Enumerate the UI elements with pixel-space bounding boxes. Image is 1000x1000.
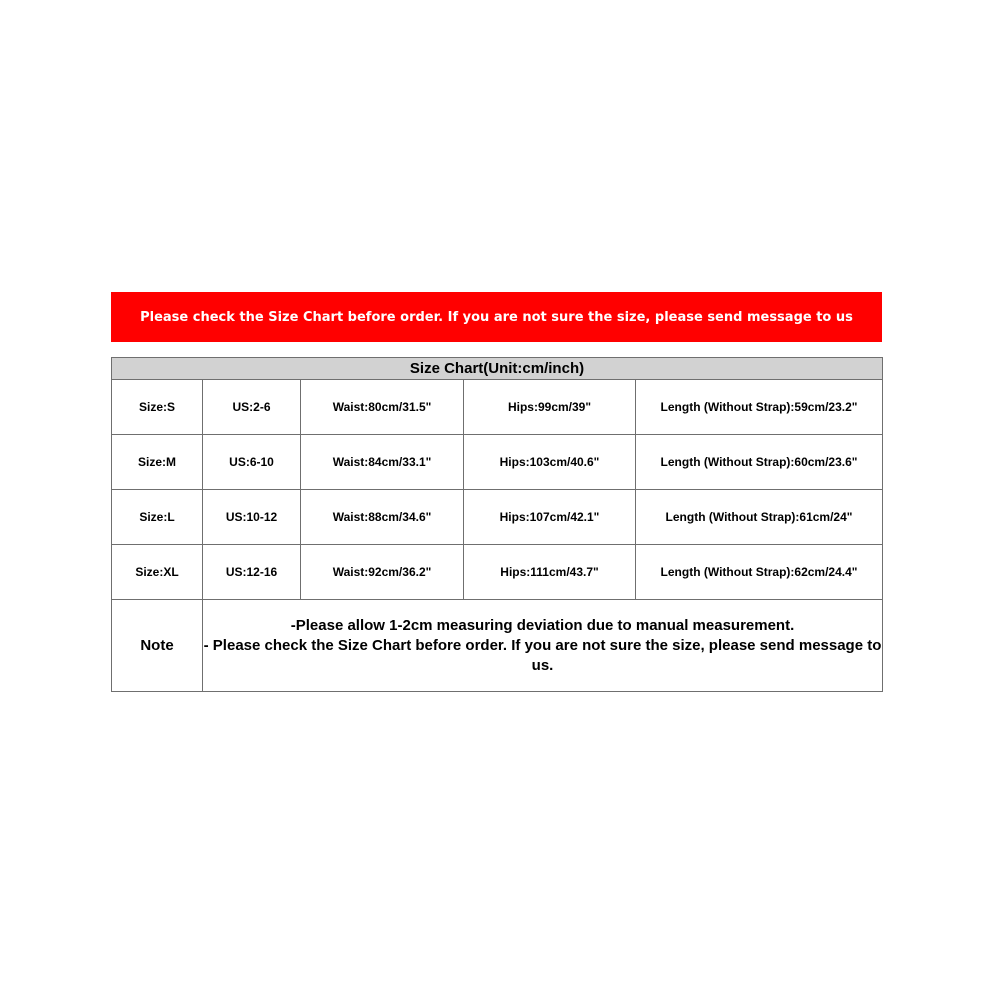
length-cell: Length (Without Strap):60cm/23.6" (636, 435, 883, 490)
us-size-cell: US:12-16 (203, 545, 301, 600)
size-cell: Size:S (112, 380, 203, 435)
size-cell: Size:XL (112, 545, 203, 600)
length-cell: Length (Without Strap):62cm/24.4" (636, 545, 883, 600)
size-chart-table (111, 357, 883, 692)
us-size-cell: US:10-12 (203, 490, 301, 545)
notice-banner-text: Please check the Size Chart before order. If you are not sure the size, please send message to us (140, 309, 853, 325)
notice-banner (111, 292, 882, 342)
note-line-check-size: - Please check the Size Chart before order. If you are not sure the size, please send message to us. (203, 636, 882, 674)
note-line-deviation: -Please allow 1-2cm measuring deviation due to manual measurement. (290, 616, 795, 634)
waist-cell: Waist:92cm/36.2" (301, 545, 464, 600)
hips-cell: Hips:111cm/43.7" (464, 545, 636, 600)
table-row (112, 435, 883, 490)
us-size-cell: US:2-6 (203, 380, 301, 435)
waist-cell: Waist:84cm/33.1" (301, 435, 464, 490)
size-cell: Size:L (112, 490, 203, 545)
hips-cell: Hips:107cm/42.1" (464, 490, 636, 545)
table-row (112, 380, 883, 435)
size-chart-title: Size Chart(Unit:cm/inch) (112, 358, 883, 380)
hips-cell: Hips:103cm/40.6" (464, 435, 636, 490)
waist-cell: Waist:88cm/34.6" (301, 490, 464, 545)
note-text (203, 600, 883, 692)
hips-cell: Hips:99cm/39" (464, 380, 636, 435)
table-row (112, 545, 883, 600)
table-row (112, 490, 883, 545)
length-cell: Length (Without Strap):59cm/23.2" (636, 380, 883, 435)
size-chart-title-row (112, 358, 883, 380)
note-row (112, 600, 883, 692)
length-cell: Length (Without Strap):61cm/24" (636, 490, 883, 545)
us-size-cell: US:6-10 (203, 435, 301, 490)
size-cell: Size:M (112, 435, 203, 490)
note-label: Note (112, 600, 203, 692)
waist-cell: Waist:80cm/31.5" (301, 380, 464, 435)
